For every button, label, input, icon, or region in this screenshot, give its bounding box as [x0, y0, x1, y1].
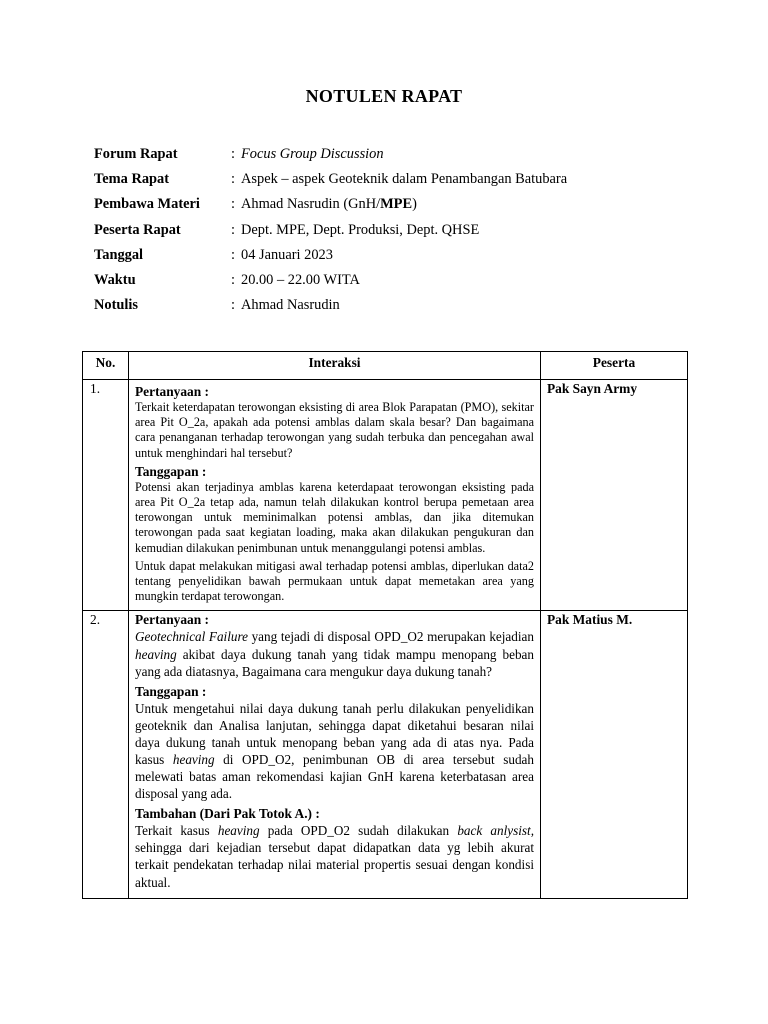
header-no: No.	[83, 352, 129, 380]
text-run: Tanggapan :	[135, 463, 207, 479]
meta-value	[241, 297, 340, 314]
meta-key: Pembawa Materi	[94, 196, 200, 213]
meta-colon: :	[231, 221, 235, 238]
meta-key: Waktu	[94, 271, 136, 288]
meta-colon: :	[231, 246, 235, 263]
header-interaction: Interaksi	[129, 352, 541, 380]
text-run: Pak Totok A.	[233, 806, 308, 822]
section-heading	[135, 384, 534, 400]
section-heading	[135, 464, 534, 480]
meta-value	[241, 146, 384, 163]
text-run: Focus Group Discussion	[241, 146, 384, 162]
table-header-row	[83, 352, 688, 380]
text-run: 20.00 – 22.00 WITA	[241, 271, 360, 288]
text-run: sehingga dari kejadian tersebut dapat didapatkan data yg lebih akurat terkait pendekatan terhadap nilai material propertis sesuai dengan kondisi aktual.	[135, 840, 534, 890]
paragraph	[135, 480, 534, 556]
meeting-info	[94, 146, 567, 322]
meta-key: Notulis	[94, 297, 138, 314]
meta-row	[94, 297, 567, 322]
text-run: di OPD_O2, penimbunan OB di area tersebut sudah melewati batas aman rekomendasi kajian GnH karena keterbatasan area disposal yang ada.	[135, 752, 534, 802]
section-heading	[135, 684, 534, 700]
text-run: Ahmad Nasrudin (GnH/	[241, 196, 381, 213]
meta-key: Forum Rapat	[94, 146, 178, 162]
text-run: heaving	[135, 646, 177, 662]
text-run: Tambahan (	[135, 806, 205, 822]
paragraph	[135, 700, 534, 803]
meta-colon: :	[231, 146, 235, 162]
text-run: heaving	[217, 823, 260, 839]
table-row	[83, 380, 688, 611]
text-run: akibat daya dukung tanah yang tidak mampu menopang beban yang ada diatasnya, Bagaimana cara mengukur daya dukung tanah?	[135, 646, 534, 679]
meta-colon: :	[231, 196, 235, 213]
meta-row	[94, 146, 567, 171]
row-number: 1.	[83, 380, 129, 611]
paragraph	[135, 400, 534, 461]
meta-row	[94, 247, 567, 272]
meta-row	[94, 272, 567, 297]
text-run: Geotechnical Failure	[135, 629, 248, 645]
meta-value	[241, 171, 567, 188]
text-run: Dari	[204, 806, 234, 822]
meta-row	[94, 171, 567, 196]
text-run: Ahmad Nasrudin	[241, 297, 340, 314]
interaction-cell	[129, 611, 541, 898]
meta-value	[241, 196, 417, 213]
text-run: 04 Januari 2023	[241, 246, 333, 263]
meta-value	[241, 247, 333, 264]
text-run: Untuk dapat melakukan mitigasi awal terhadap potensi amblas, diperlukan data2 tentang penyelidikan bawah permukaan untuk dapat memetakan area yang mungkin terdapat terowongan.	[135, 558, 534, 604]
paragraph	[135, 628, 534, 679]
text-run: Untuk mengetahui nilai daya dukung tanah perlu dilakukan penyelidikan geoteknik dan Analisa lanjutan, sehingga dapat diketahui besaran nilai daya dukung tanah untuk menopang beban yang ada di atas nya. Pada kasus	[135, 700, 534, 767]
participant-name: Pak Matius M.	[541, 611, 688, 898]
text-run: ) :	[307, 806, 320, 822]
text-run: )	[412, 196, 417, 213]
text-run: pada OPD_O2 sudah dilakukan	[259, 823, 458, 839]
participant-name: Pak Sayn Army	[541, 380, 688, 611]
text-run: Tanggapan :	[135, 683, 207, 699]
table-row	[83, 611, 688, 898]
row-number: 2.	[83, 611, 129, 898]
text-run: Dept. MPE, Dept. Produksi, Dept. QHSE	[241, 221, 480, 238]
interaction-cell	[129, 380, 541, 611]
paragraph	[135, 822, 534, 890]
text-run: MPE	[380, 196, 413, 213]
meta-value	[241, 272, 360, 289]
interaction-table	[82, 351, 688, 899]
meta-key: Tanggal	[94, 246, 144, 263]
meta-colon: :	[231, 271, 235, 288]
meta-key: Tema Rapat	[94, 171, 170, 188]
document-title: NOTULEN RAPAT	[305, 86, 463, 106]
text-run: Aspek – aspek Geoteknik dalam Penambangan Batubara	[241, 171, 568, 188]
section-heading	[135, 612, 534, 628]
meta-colon: :	[231, 171, 235, 188]
text-run: back anlysist,	[457, 823, 534, 839]
text-run: Terkait keterdapatan terowongan eksisting di area Blok Parapatan (PMO), sekitar area Pit O_2a, apakah ada potensi amblas dalam skala besar? Dan bagaimana cara penanganan terhadap terowongan yang sudah terbuka dan pencegahan awal untuk menghindari hal tersebut?	[135, 400, 534, 460]
meta-row	[94, 196, 567, 221]
header-participant: Peserta	[541, 352, 688, 380]
meta-colon: :	[231, 297, 235, 314]
meta-key: Peserta Rapat	[94, 221, 181, 238]
section-heading	[135, 806, 534, 822]
meta-value	[241, 222, 479, 239]
text-run: Potensi akan terjadinya amblas karena keterdapaat terowongan eksisting pada area Pit O_2a tetap ada, namun telah dilakukan kontrol berupa pemetaan area terowongan untuk meminimalkan potensi amblas, dan jika ditemukan terowongan pada saat kegiatan loading, maka akan dilakukan pengukuran dan kemudian dilakukan penimbunan untuk menanggulangi potensi amblas.	[135, 479, 534, 555]
text-run: Pertanyaan :	[135, 384, 210, 399]
text-run: heaving	[172, 752, 215, 767]
text-run: Pertanyaan :	[135, 612, 210, 628]
paragraph	[135, 559, 534, 605]
text-run: Terkait kasus	[135, 823, 218, 839]
meta-row	[94, 222, 567, 247]
text-run: yang tejadi di disposal OPD_O2 merupakan kejadian	[247, 629, 534, 645]
